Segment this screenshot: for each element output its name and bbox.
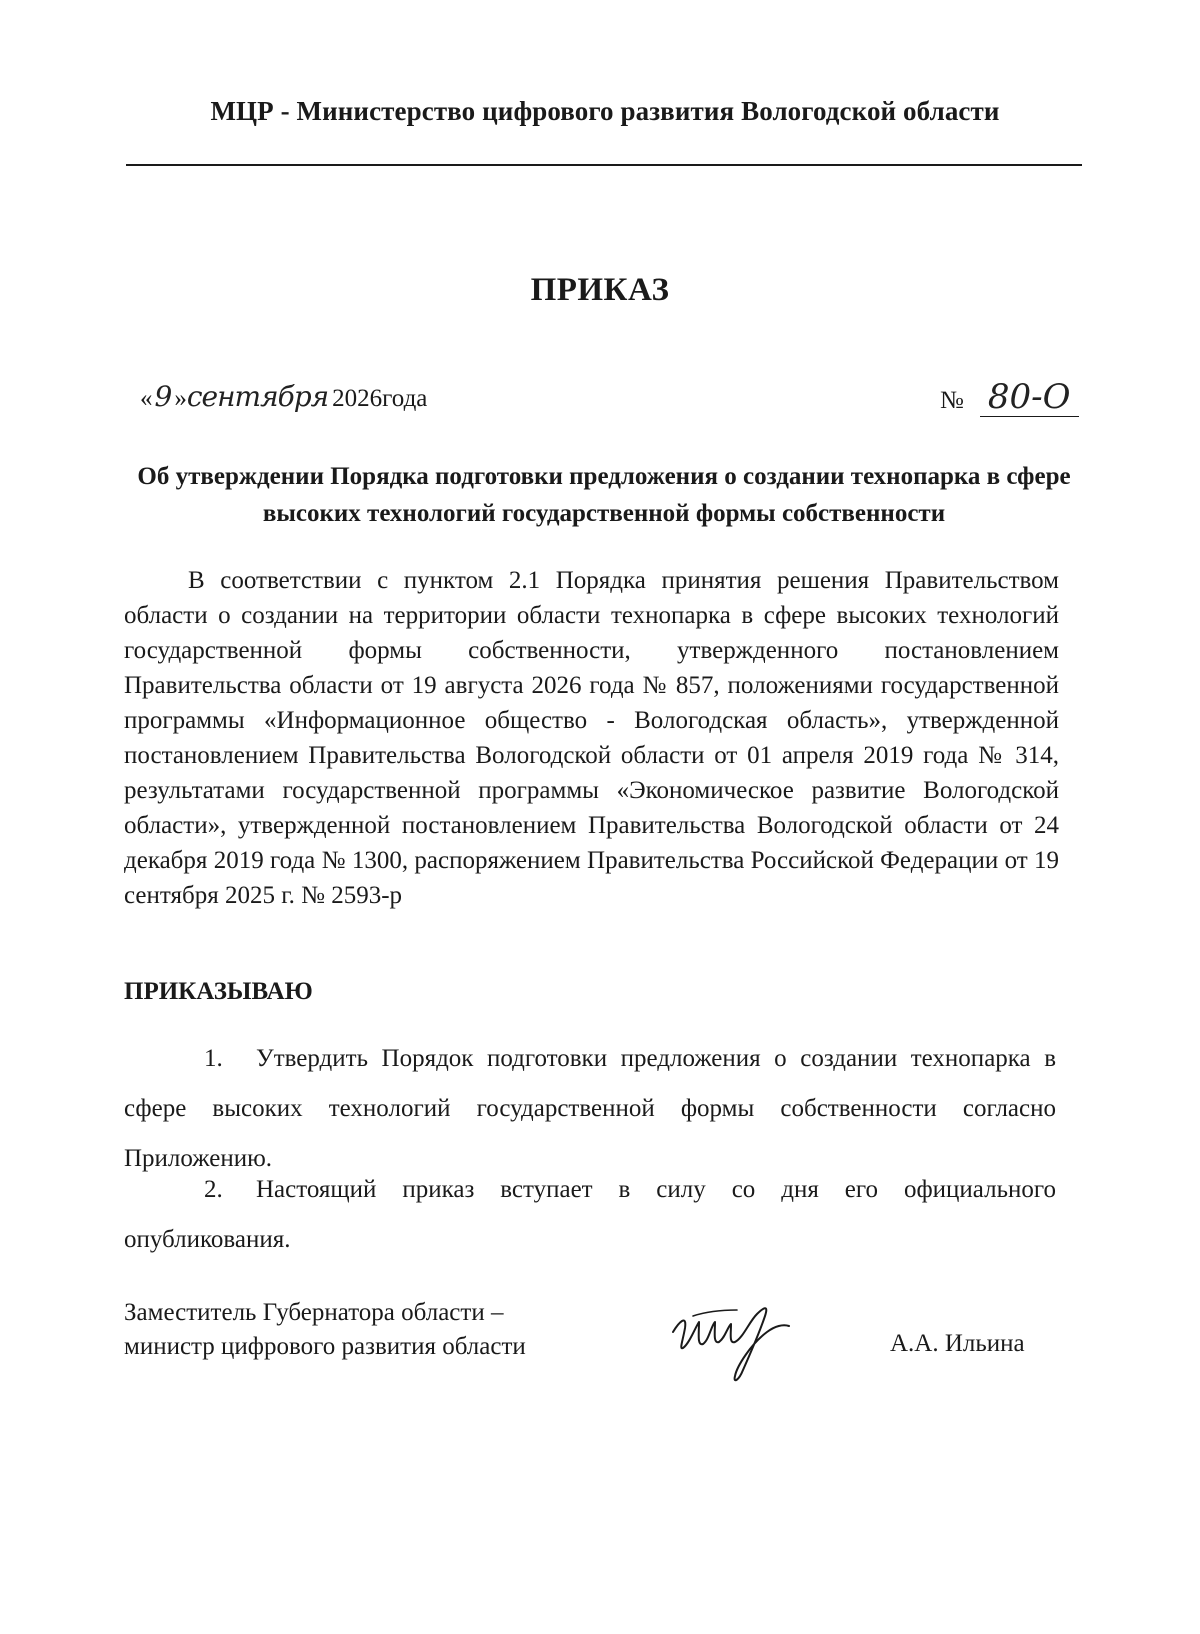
order-item-text: Настоящий приказ вступает в силу со дня его официального опубликования. [124,1176,1056,1253]
preamble-paragraph: В соответствии с пунктом 2.1 Порядка принятия решения Правительством области о создании на территории области технопарка в сфере высоких технологий государственной формы собственности, утвержденного постановлением Правительства области от 19 августа 2026 года № 857, положениями государственной программы «Информационное общество - Вологодская область», утвержденной постановлением Правительства Вологодской области от 01 апреля 2019 года № 314, результатами государственной программы «Экономическое развитие Вологодской области», утвержденной постановлением Правительства Вологодской области от 24 декабря 2019 года № 1300, распоряжением Правительства Российской Федерации от 19 сентября 2025 г. № 2593-р [124,567,1059,909]
date-year: 2026 [332,385,383,412]
order-keyword: ПРИКАЗЫВАЮ [124,978,313,1005]
document-number [940,378,1079,417]
document-type-title: ПРИКАЗ [530,272,670,308]
date-suffix: года [382,385,428,412]
order-item-number: 1. [204,1045,223,1072]
signatory-position-line-1: Заместитель Губернатора области – [124,1299,504,1326]
date-month: сентября [186,380,329,413]
order-item [124,1165,1056,1265]
signatory-position [124,1296,526,1364]
date-day: 9 [154,380,173,413]
document-subject: Об утверждении Порядка подготовки предложения о создании технопарка в сфере высоких технологий государственной формы собственности [137,463,1071,527]
number-value: 80-О [980,378,1079,417]
date-open-quote: « [140,385,153,412]
signatory-position-line-2: министр цифрового развития области [124,1333,526,1360]
order-item [124,1034,1056,1184]
signature-stroke [665,1292,825,1392]
number-sign: № [940,387,964,414]
document-date [140,380,427,413]
organization-header: МЦР - Министерство цифрового развития Вологодской области [210,96,1000,126]
handwritten-signature [665,1292,825,1392]
order-item-number: 2. [204,1176,223,1203]
header-divider [126,164,1082,166]
date-close-quote: » [174,385,187,412]
signatory-name: А.А. Ильина [890,1330,1025,1357]
order-item-text: Утвердить Порядок подготовки предложения о создании технопарка в сфере высоких технологий государственной формы собственности согласно Приложению. [124,1045,1056,1172]
